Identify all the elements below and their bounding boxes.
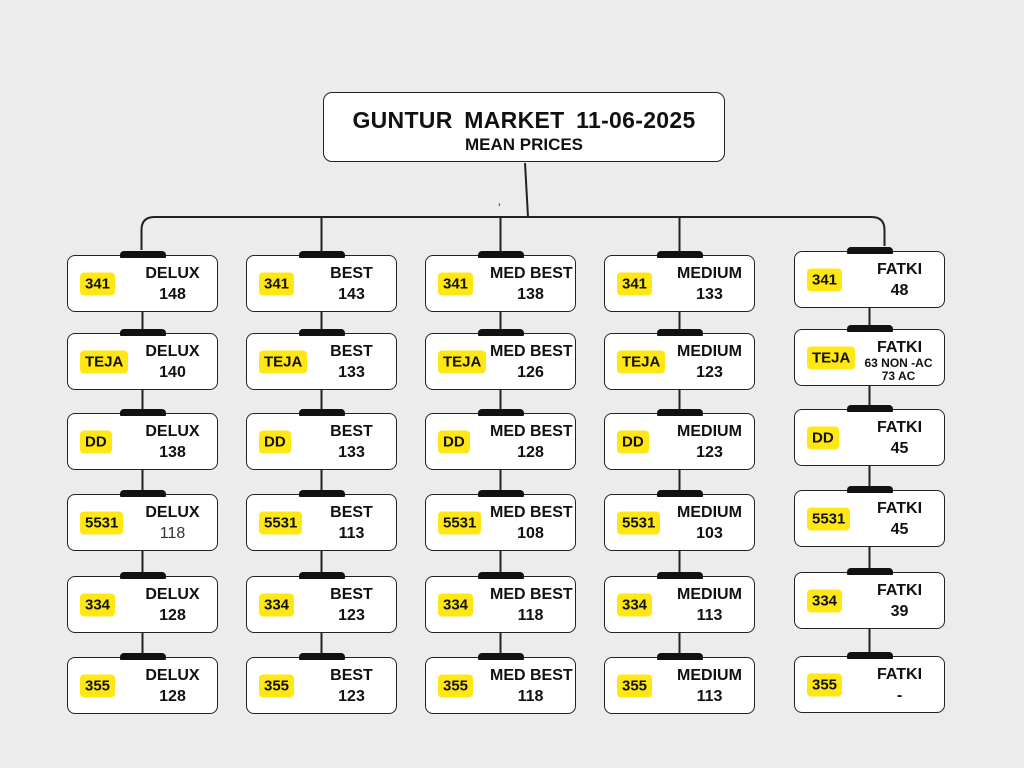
variety-tag: 341: [617, 272, 652, 295]
grade-label: FATKI: [876, 582, 923, 599]
price-value: 123: [338, 607, 365, 624]
stray-mark: ’: [498, 201, 501, 215]
price-node: [246, 333, 397, 390]
grade-label: MED BEST: [490, 265, 573, 282]
variety-tag: 334: [617, 593, 652, 616]
price-node: [67, 333, 218, 390]
grade-label: FATKI: [876, 261, 923, 278]
grade-label: DELUX: [145, 586, 200, 603]
price-node: [794, 572, 945, 629]
grade-label: MEDIUM: [677, 504, 742, 521]
variety-tag: 5531: [438, 511, 481, 534]
trunk-line: [525, 163, 528, 217]
node-tab: [120, 329, 166, 336]
price-value: 45: [890, 521, 909, 538]
node-tab: [478, 329, 524, 336]
price-node: [425, 657, 576, 714]
variety-tag: 334: [80, 593, 115, 616]
node-tab: [478, 572, 524, 579]
grade-label: BEST: [330, 504, 373, 521]
node-tab: [657, 490, 703, 497]
title-box: [323, 92, 725, 162]
price-value: 133: [338, 444, 365, 461]
variety-tag: 5531: [807, 507, 850, 530]
node-tab: [120, 572, 166, 579]
variety-tag: DD: [80, 430, 112, 453]
node-tab: [478, 653, 524, 660]
price-value: 48: [890, 282, 909, 299]
grade-label: MEDIUM: [677, 423, 742, 440]
node-tab: [657, 653, 703, 660]
price-node: [604, 413, 755, 470]
node-tab: [120, 409, 166, 416]
price-value: 140: [159, 364, 186, 381]
node-tab: [299, 329, 345, 336]
price-value: 123: [696, 364, 723, 381]
grade-label: MED BEST: [490, 504, 573, 521]
variety-tag: 341: [807, 268, 842, 291]
price-value: 138: [517, 286, 544, 303]
node-tab: [847, 486, 893, 493]
price-value: 128: [159, 688, 186, 705]
price-line: 73 AC: [881, 369, 916, 383]
price-node: [425, 333, 576, 390]
node-tab: [847, 405, 893, 412]
grade-label: DELUX: [145, 343, 200, 360]
grade-label: MED BEST: [490, 667, 573, 684]
node-tab: [299, 409, 345, 416]
grade-label: BEST: [330, 343, 373, 360]
price-node: [246, 413, 397, 470]
page-title: GUNTUR MARKET 11-06-2025: [352, 107, 696, 133]
price-node: [604, 657, 755, 714]
grade-label: MEDIUM: [677, 586, 742, 603]
grade-label: MEDIUM: [677, 343, 742, 360]
price-value: 113: [696, 607, 723, 624]
node-tab: [120, 490, 166, 497]
price-node: [604, 255, 755, 312]
variety-tag: TEJA: [259, 350, 307, 373]
grade-label: FATKI: [876, 419, 923, 436]
node-tab: [299, 572, 345, 579]
price-value: 45: [890, 440, 909, 457]
node-tab: [847, 652, 893, 659]
price-node: [604, 333, 755, 390]
node-tab: [657, 251, 703, 258]
node-tab: [120, 251, 166, 258]
variety-tag: 355: [617, 674, 652, 697]
node-tab: [299, 653, 345, 660]
price-node: [425, 494, 576, 551]
price-value: 126: [517, 364, 544, 381]
price-value: 123: [696, 444, 723, 461]
page-subtitle: MEAN PRICES: [464, 135, 584, 154]
price-value: [855, 357, 942, 383]
variety-tag: 334: [259, 593, 294, 616]
price-value: 133: [696, 286, 723, 303]
variety-tag: 341: [259, 272, 294, 295]
price-value: 138: [159, 444, 186, 461]
variety-tag: 355: [807, 673, 842, 696]
variety-tag: TEJA: [80, 350, 128, 373]
price-value: 103: [696, 525, 723, 542]
variety-tag: 341: [438, 272, 473, 295]
grade-label: BEST: [330, 265, 373, 282]
variety-tag: DD: [807, 426, 839, 449]
price-value: 128: [159, 607, 186, 624]
grade-label: DELUX: [145, 504, 200, 521]
node-tab: [657, 572, 703, 579]
price-value: 123: [338, 688, 365, 705]
node-tab: [299, 251, 345, 258]
variety-tag: 341: [80, 272, 115, 295]
price-value: 39: [890, 603, 909, 620]
price-node: [794, 409, 945, 466]
price-node: [794, 251, 945, 308]
node-tab: [478, 409, 524, 416]
price-node: [794, 329, 945, 386]
price-node: [604, 494, 755, 551]
grade-label: DELUX: [145, 667, 200, 684]
variety-tag: 5531: [259, 511, 302, 534]
price-node: [67, 255, 218, 312]
price-line: 63 NON -AC: [864, 356, 933, 370]
price-node: [794, 490, 945, 547]
variety-tag: TEJA: [617, 350, 665, 373]
price-value: 108: [517, 525, 544, 542]
price-node: [425, 255, 576, 312]
price-node: [67, 576, 218, 633]
grade-label: DELUX: [145, 423, 200, 440]
variety-tag: 355: [259, 674, 294, 697]
price-value: 113: [696, 688, 723, 705]
variety-tag: 334: [807, 589, 842, 612]
variety-tag: DD: [438, 430, 470, 453]
variety-tag: 5531: [617, 511, 660, 534]
price-value: 118: [517, 607, 544, 624]
grade-label: FATKI: [876, 500, 923, 517]
variety-tag: DD: [259, 430, 291, 453]
price-node: [246, 657, 397, 714]
grade-label: BEST: [330, 667, 373, 684]
grade-label: MED BEST: [490, 423, 573, 440]
price-node: [246, 576, 397, 633]
grade-label: MED BEST: [490, 343, 573, 360]
grade-label: BEST: [330, 423, 373, 440]
grade-label: FATKI: [876, 666, 923, 683]
variety-tag: 355: [438, 674, 473, 697]
price-value: -: [896, 687, 903, 704]
price-value: 118: [517, 688, 544, 705]
price-value: 113: [338, 525, 365, 542]
node-tab: [120, 653, 166, 660]
price-value: 148: [159, 286, 186, 303]
node-tab: [847, 247, 893, 254]
price-value: 143: [338, 286, 365, 303]
grade-label: FATKI: [876, 339, 923, 356]
node-tab: [299, 490, 345, 497]
grade-label: MEDIUM: [677, 667, 742, 684]
price-node: [67, 494, 218, 551]
price-node: [246, 494, 397, 551]
bus-line: [142, 217, 885, 250]
price-value: 118: [159, 525, 186, 542]
variety-tag: DD: [617, 430, 649, 453]
variety-tag: 5531: [80, 511, 123, 534]
price-node: [425, 413, 576, 470]
grade-label: MEDIUM: [677, 265, 742, 282]
variety-tag: TEJA: [807, 346, 855, 369]
node-tab: [478, 251, 524, 258]
price-node: [794, 656, 945, 713]
variety-tag: TEJA: [438, 350, 486, 373]
grade-label: DELUX: [145, 265, 200, 282]
node-tab: [657, 329, 703, 336]
node-tab: [847, 568, 893, 575]
price-node: [67, 413, 218, 470]
node-tab: [847, 325, 893, 332]
price-node: [67, 657, 218, 714]
price-value: 128: [517, 444, 544, 461]
node-tab: [478, 490, 524, 497]
price-node: [425, 576, 576, 633]
price-value: 133: [338, 364, 365, 381]
grade-label: MED BEST: [490, 586, 573, 603]
variety-tag: 355: [80, 674, 115, 697]
variety-tag: 334: [438, 593, 473, 616]
price-node: [246, 255, 397, 312]
node-tab: [657, 409, 703, 416]
price-node: [604, 576, 755, 633]
grade-label: BEST: [330, 586, 373, 603]
